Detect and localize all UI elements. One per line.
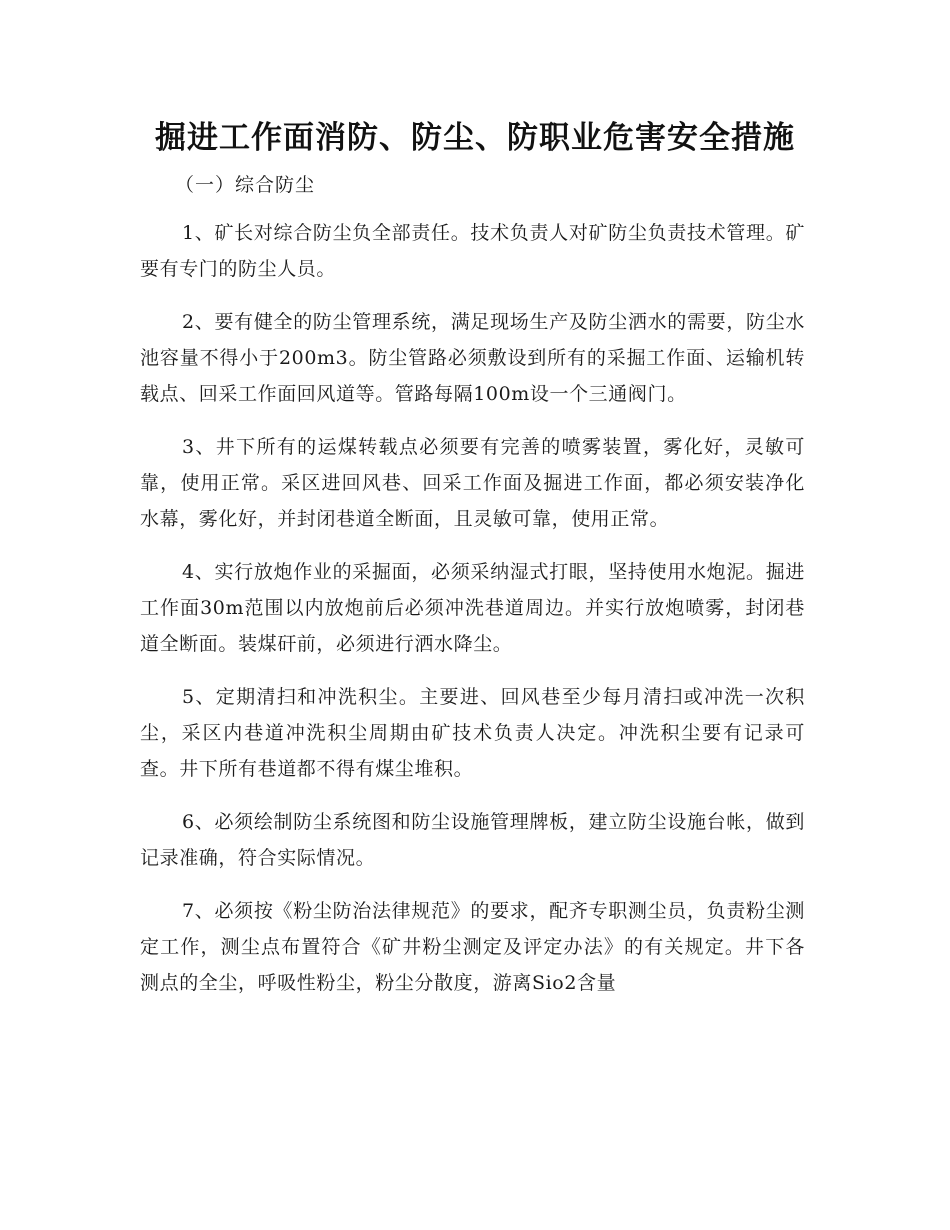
document-body <box>140 215 805 1018</box>
section-heading: （一）综合防尘 <box>175 174 316 196</box>
paragraph-2: 2、要有健全的防尘管理系统，满足现场生产及防尘洒水的需要，防尘水池容量不得小于200m3。防尘管路必须敷设到所有的采掘工作面、运输机转载点、回采工作面回风道等。管路每隔100m设一个三通阀门。 <box>140 311 805 405</box>
paragraph-5: 5、定期清扫和冲洗积尘。主要进、回风巷至少每月清扫或冲洗一次积尘，采区内巷道冲洗积尘周期由矿技术负责人决定。冲洗积尘要有记录可查。井下所有巷道都不得有煤尘堆积。 <box>140 686 805 780</box>
paragraph-1: 1、矿长对综合防尘负全部责任。技术负责人对矿防尘负责技术管理。矿要有专门的防尘人员。 <box>140 222 805 280</box>
paragraph-6: 6、必须绘制防尘系统图和防尘设施管理牌板，建立防尘设施台帐，做到记录准确，符合实际情况。 <box>140 811 805 869</box>
paragraph-4: 4、实行放炮作业的采掘面，必须采纳湿式打眼，坚持使用水炮泥。掘进工作面30m范围以内放炮前后必须冲洗巷道周边。并实行放炮喷雾，封闭巷道全断面。装煤矸前，必须进行洒水降尘。 <box>140 561 805 655</box>
document-title: 掘进工作面消防、防尘、防职业危害安全措施 <box>155 120 795 156</box>
paragraph-3: 3、井下所有的运煤转载点必须要有完善的喷雾装置，雾化好，灵敏可靠，使用正常。采区进回风巷、回采工作面及掘进工作面，都必须安装净化水幕，雾化好，并封闭巷道全断面，且灵敏可靠，使用正常。 <box>140 436 805 530</box>
paragraph-7: 7、必须按《粉尘防治法律规范》的要求，配齐专职测尘员，负责粉尘测定工作，测尘点布置符合《矿井粉尘测定及评定办法》的有关规定。井下各测点的全尘，呼吸性粉尘，粉尘分散度，游离Sio2含量 <box>140 900 805 994</box>
